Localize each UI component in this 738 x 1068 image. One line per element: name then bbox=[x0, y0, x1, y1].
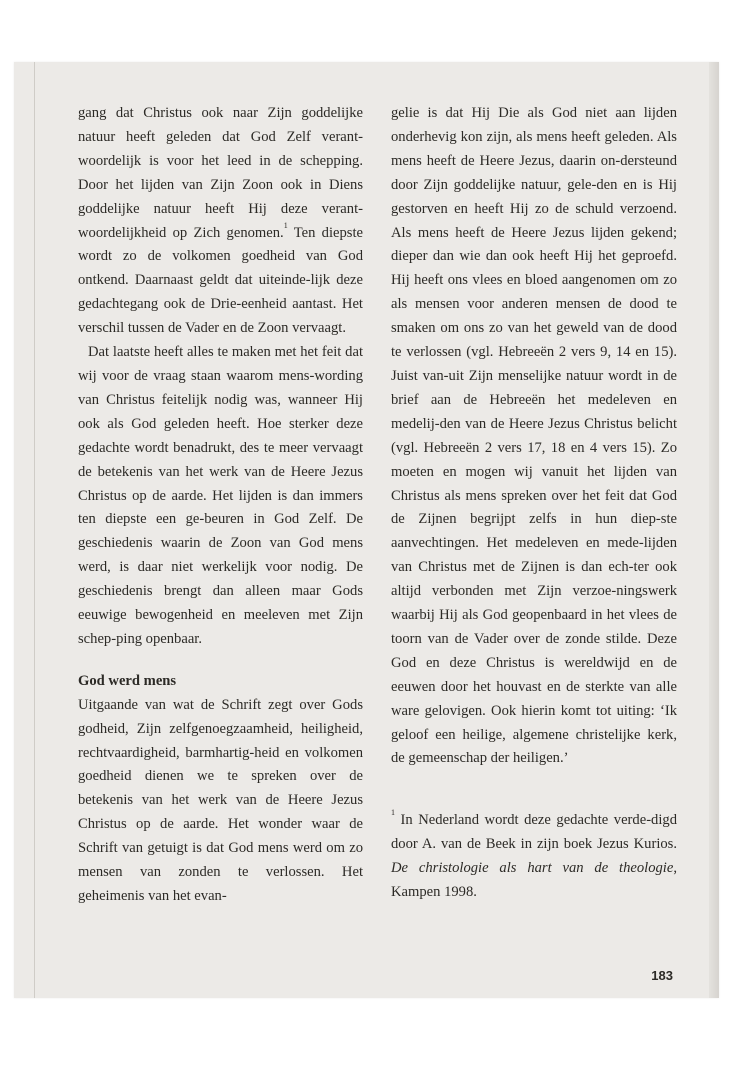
paragraph bbox=[78, 102, 363, 341]
binding-line bbox=[34, 62, 35, 998]
left-column bbox=[78, 102, 363, 909]
footnote bbox=[391, 809, 677, 905]
paragraph: gelie is dat Hij Die als God niet aan lijden onderhevig kon zijn, als mens heeft geleden. Als mens heeft de Heere Jezus, daarin on-dersteund door Zijn goddelijke natuur, gele-den en is Hij gestorven en heeft Hij zo de schuld verzoend. Als mens heeft de Heere Jezus lijden gekend; dieper dan wie dan ook heeft Hij het geproefd. Hij heeft ons vlees en bloed aangenomen om zo als mensen voor anderen mensen de dood te smaken om ons zo van het geweld van de dood te verlossen (vgl. Hebreeën 2 vers 9, 14 en 15). Juist van-uit Zijn menselijke natuur wordt in de brief aan de Hebreeën het medeleven en medelij-den van de Heere Jezus Christus belicht (vgl. Hebreeën 2 vers 17, 18 en 4 vers 15). Zo moeten en mogen wij vanuit het lijden van Christus als mens spreken over het feit dat God de Zijnen begrijpt zelfs in hun diep-ste aanvechtingen. Het medeleven en mede-lijden van Christus met de Zijnen is dan ech-ter ook altijd verbonden met Zijn verzoe-ningswerk waarbij Hij als God geopenbaard in het vlees de toorn van de Vader over de zonde stilde. Deze God en deze Christus is wereldwijd en de eeuwen door het houvast en de sterkte van alle ware gelovigen. Ook hierin komt tot uiting: ‘Ik geloof een heilige, algemene christelijke kerk, de gemeenschap der heiligen.’ bbox=[391, 105, 677, 767]
page-number: 183 bbox=[651, 968, 673, 983]
paragraph: Uitgaande van wat de Schrift zegt over Gods godheid, Zijn zelfgenoegzaamheid, heiligheid, rechtvaardigheid, barmhartig-heid en volkomen goedheid dienen we te spreken over de betekenis van het werk van de Heere Jezus Christus op de aarde. Het wonder waar de Schrift van getuigt is dat God mens werd om zo mensen van zonden te verlossen. Het geheimenis van het evan- bbox=[78, 696, 363, 904]
paragraph-text: gang dat Christus ook naar Zijn goddelijke natuur heeft geleden dat God Zelf verant-woordelijk is voor het leed in de schepping. Door het lijden van Zijn Zoon ook in Diens goddelijke natuur heeft Hij deze verant-woordelijkheid op Zich genomen. bbox=[78, 105, 363, 241]
footnote-title: De christologie als hart van de theologie bbox=[391, 860, 674, 877]
footnote-reference[interactable]: 1 bbox=[283, 220, 288, 230]
footnote-marker: 1 bbox=[391, 808, 395, 818]
paragraph: Dat laatste heeft alles te maken met het feit dat wij voor de vraag staan waarom mens-wording van Christus feitelijk nodig was, wanneer Hij ook als God geleden heeft. Hoe sterker deze gedachte wordt benadrukt, des te meer vervaagt de betekenis van het werk van de Heere Jezus Christus op de aarde. Het lijden is dan immers ten diepste een ge-beuren in God Zelf. De geschiedenis waarin de Zoon van God mens werd, is daar niet werkelijk voor nodig. De geschiedenis brengt dan alleen maar Gods eeuwige bewogenheid en meeleven met Zijn schep-ping openbaar. bbox=[78, 344, 363, 647]
footnote-text: In Nederland wordt deze gedachte verde-digd door A. van de Beek in zijn boek Jezus Kurios. bbox=[391, 812, 677, 853]
book-page bbox=[14, 62, 719, 998]
right-column bbox=[391, 102, 677, 905]
paragraph-text: Ten diepste wordt zo de volkomen goedheid van God ontkend. Daarnaast geldt dat uiteinde-lijk deze gedachtegang ook de Drie-eenheid aantast. Het verschil tussen de Vader en de Zoon vervaagt. bbox=[78, 224, 363, 337]
section-heading: God werd mens bbox=[78, 672, 177, 689]
page-edge bbox=[709, 62, 719, 998]
footnote-tail: , Kampen 1998. bbox=[391, 860, 677, 901]
